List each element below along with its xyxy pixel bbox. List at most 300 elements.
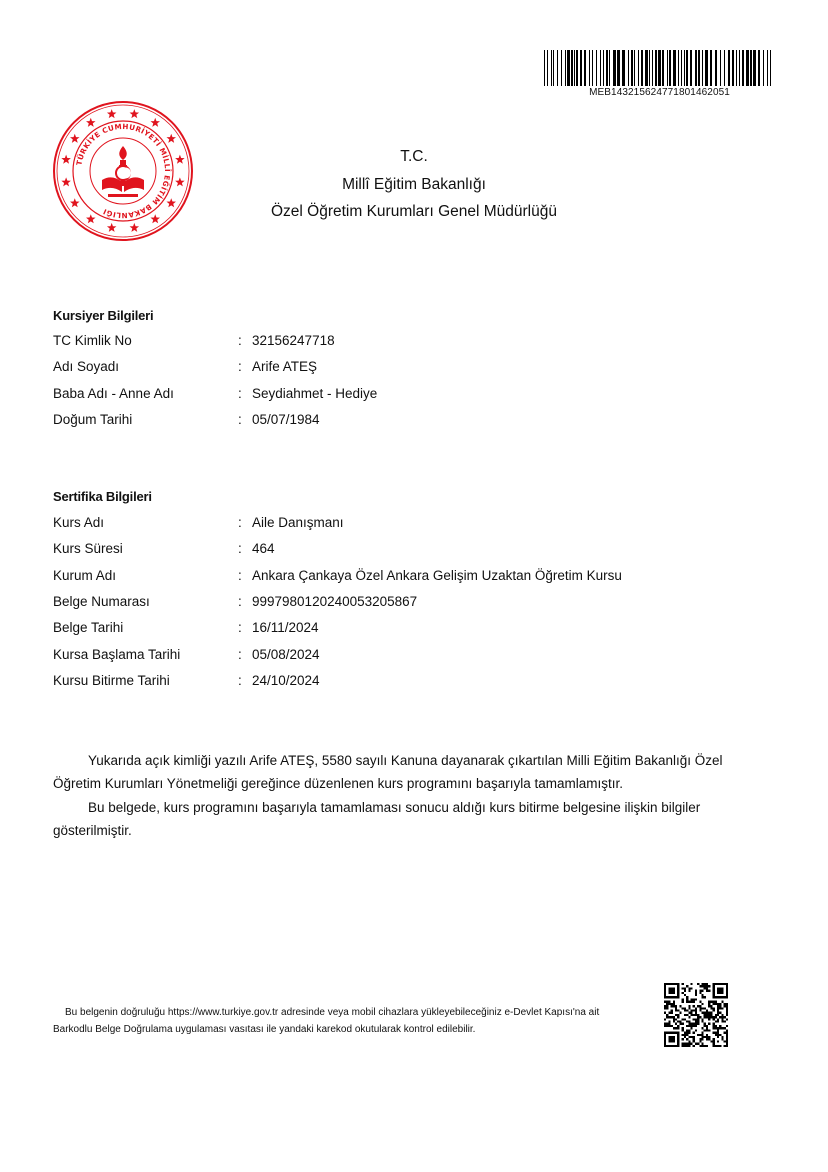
qr-module [664, 1007, 666, 1009]
qr-module [671, 992, 673, 994]
qr-module [677, 996, 679, 998]
qr-module [682, 1038, 684, 1040]
qr-module [668, 1032, 670, 1034]
qr-module [713, 1007, 715, 1009]
qr-module [682, 987, 684, 989]
barcode-bar [596, 50, 597, 86]
qr-module [677, 987, 679, 989]
barcode-bar [695, 50, 697, 86]
qr-module [717, 1012, 719, 1014]
qr-module [693, 1045, 695, 1047]
qr-module [695, 1014, 697, 1016]
qr-module [710, 1014, 712, 1016]
qr-module [715, 1003, 717, 1005]
qr-module [695, 1029, 697, 1031]
qr-module [684, 1009, 686, 1011]
seal-star-icon [130, 109, 140, 118]
qr-module [675, 1032, 677, 1034]
barcode-bar [667, 50, 668, 86]
qr-module [690, 987, 692, 989]
qr-module [690, 1027, 692, 1029]
header-line-ministry: Millî Eğitim Bakanlığı [342, 176, 486, 193]
certificate-info-label: Kursu Bitirme Tarihi [53, 672, 170, 688]
qr-module [717, 1032, 719, 1034]
qr-module [697, 1043, 699, 1045]
qr-module [724, 1021, 726, 1023]
seal-star-icon [166, 134, 176, 143]
qr-module [684, 1043, 686, 1045]
qr-module [719, 1005, 721, 1007]
qr-module [706, 1036, 708, 1038]
qr-module [686, 1001, 688, 1003]
qr-module [721, 983, 723, 985]
qr-module [668, 1025, 670, 1027]
qr-module [713, 1045, 715, 1047]
qr-module [693, 1018, 695, 1020]
qr-module [664, 983, 666, 985]
qr-module [677, 1014, 679, 1016]
qr-module [717, 983, 719, 985]
qr-module [721, 1027, 723, 1029]
header-line-tc: T.C. [400, 148, 428, 165]
qr-module [706, 1045, 708, 1047]
qr-module [715, 1027, 717, 1029]
barcode-bar [715, 50, 717, 86]
qr-module [668, 1040, 670, 1042]
qr-module [690, 1023, 692, 1025]
qr-module [677, 1009, 679, 1011]
qr-module [715, 1045, 717, 1047]
qr-module [664, 1025, 666, 1027]
qr-module [666, 996, 668, 998]
qr-module [713, 1043, 715, 1045]
qr-module [721, 992, 723, 994]
qr-module [697, 1018, 699, 1020]
barcode-bar [655, 50, 657, 86]
qr-module [668, 996, 670, 998]
qr-module [715, 1021, 717, 1023]
qr-module [664, 1005, 666, 1007]
qr-module [673, 1036, 675, 1038]
qr-module [675, 983, 677, 985]
barcode-bar [547, 50, 548, 86]
qr-module [693, 1009, 695, 1011]
qr-module [668, 1012, 670, 1014]
qr-module [704, 1036, 706, 1038]
qr-module [702, 1045, 704, 1047]
qr-module [717, 1007, 719, 1009]
qr-module [726, 1003, 728, 1005]
qr-module [726, 1012, 728, 1014]
certificate-info-colon: : [238, 646, 242, 662]
qr-module [688, 1032, 690, 1034]
qr-module [677, 983, 679, 985]
qr-module [726, 1038, 728, 1040]
certificate-info-colon: : [238, 620, 242, 636]
qr-module [690, 1036, 692, 1038]
qr-module [724, 1027, 726, 1029]
qr-module [708, 1003, 710, 1005]
qr-module [710, 1012, 712, 1014]
qr-module [690, 1043, 692, 1045]
certificate-info-row [53, 673, 773, 693]
qr-module [693, 1032, 695, 1034]
qr-module [668, 1023, 670, 1025]
qr-module [671, 1009, 673, 1011]
qr-module [702, 1003, 704, 1005]
qr-module [666, 1005, 668, 1007]
qr-module [713, 1016, 715, 1018]
qr-module [671, 990, 673, 992]
certificate-info-value: Aile Danışmanı [252, 515, 344, 530]
qr-module [693, 1001, 695, 1003]
certificate-info-value: 9997980120240053205867 [252, 593, 418, 609]
certificate-info-row [53, 568, 773, 588]
qr-module [686, 996, 688, 998]
barcode-bar [686, 50, 688, 86]
qr-module [673, 1005, 675, 1007]
qr-module [686, 1032, 688, 1034]
body-paragraph-1: Yukarıda açık kimliği yazılı Arife ATEŞ, 5580 sayılı Kanuna dayanarak çıkartılan Milli Eğitim Bakanlığı Özel Öğretim Kurumları Yönetmeliği gereğince düzenlenen kurs programını başarıyla tamamlamıştır. [53, 753, 723, 791]
qr-module [697, 1021, 699, 1023]
qr-module [706, 1025, 708, 1027]
qr-module [708, 985, 710, 987]
barcode-bar [544, 50, 545, 86]
qr-module [666, 1003, 668, 1005]
qr-module [697, 1005, 699, 1007]
qr-module [693, 1025, 695, 1027]
barcode-bar [662, 50, 664, 86]
qr-module [715, 1032, 717, 1034]
qr-module [724, 1045, 726, 1047]
qr-module [715, 1001, 717, 1003]
qr-module [673, 1045, 675, 1047]
qr-module [668, 1021, 670, 1023]
qr-module [717, 1029, 719, 1031]
seal-star-icon [107, 223, 117, 232]
qr-module [717, 1021, 719, 1023]
qr-module [708, 1005, 710, 1007]
qr-module [688, 1045, 690, 1047]
qr-module [708, 1012, 710, 1014]
qr-module [673, 983, 675, 985]
qr-module [717, 1027, 719, 1029]
qr-module [702, 983, 704, 985]
barcode-bar [742, 50, 744, 86]
qr-module [664, 996, 666, 998]
barcode-bar [673, 50, 676, 86]
barcode-bar [631, 50, 633, 86]
barcode-bar [763, 50, 764, 86]
qr-module [719, 987, 721, 989]
qr-module [704, 1023, 706, 1025]
qr-module [673, 1027, 675, 1029]
qr-module [695, 994, 697, 996]
qr-module [724, 1032, 726, 1034]
qr-module [719, 1012, 721, 1014]
seal-star-icon [150, 118, 160, 127]
verification-qr-code[interactable] [664, 983, 728, 1047]
qr-module [721, 1021, 723, 1023]
qr-module [726, 987, 728, 989]
qr-module [673, 996, 675, 998]
qr-module [724, 983, 726, 985]
barcode-bar [753, 50, 756, 86]
qr-module [695, 1043, 697, 1045]
qr-module [684, 1018, 686, 1020]
seal-ring-text: TÜRKİYE CUMHURİYETİ MİLLÎ EĞİTİM BAKANLIĞI [74, 121, 173, 221]
qr-module [715, 1034, 717, 1036]
qr-module [684, 990, 686, 992]
certificate-info-colon: : [238, 541, 242, 557]
qr-module [664, 1034, 666, 1036]
qr-module [684, 994, 686, 996]
qr-module [664, 1018, 666, 1020]
certificate-info-value: 16/11/2024 [252, 620, 319, 636]
certificate-info-label: Belge Tarihi [53, 620, 124, 636]
qr-module [713, 987, 715, 989]
qr-module [664, 1040, 666, 1042]
certificate-section-title: Sertifika Bilgileri [53, 489, 152, 504]
qr-module [717, 1034, 719, 1036]
qr-module [719, 1007, 721, 1009]
qr-module [704, 1007, 706, 1009]
qr-module [710, 1001, 712, 1003]
trainee-info-colon: : [238, 359, 242, 375]
qr-module [686, 1043, 688, 1045]
qr-module [717, 1005, 719, 1007]
qr-module [673, 1018, 675, 1020]
qr-module [666, 983, 668, 985]
barcode-bar [567, 50, 570, 86]
qr-module [719, 992, 721, 994]
barcode-bar [649, 50, 650, 86]
qr-module [706, 1012, 708, 1014]
qr-module [675, 1027, 677, 1029]
barcode-bar [684, 50, 685, 86]
barcode-bar [565, 50, 566, 86]
qr-module [688, 1005, 690, 1007]
qr-module [688, 1007, 690, 1009]
qr-module [690, 1009, 692, 1011]
qr-module [666, 1007, 668, 1009]
barcode [544, 50, 775, 88]
qr-module [699, 1001, 701, 1003]
barcode-bar [705, 50, 708, 86]
seal-star-icon [130, 223, 140, 232]
qr-module [726, 996, 728, 998]
qr-module [677, 992, 679, 994]
barcode-bar [732, 50, 734, 86]
qr-module [702, 1018, 704, 1020]
qr-module [706, 1016, 708, 1018]
qr-module [693, 1036, 695, 1038]
qr-module [664, 987, 666, 989]
qr-module [666, 1032, 668, 1034]
qr-module [695, 1018, 697, 1020]
qr-module [702, 990, 704, 992]
qr-module [666, 1014, 668, 1016]
qr-module [708, 1001, 710, 1003]
qr-module [671, 1036, 673, 1038]
certificate-info-label: Belge Numarası [53, 593, 150, 609]
qr-module [719, 1016, 721, 1018]
barcode-bar [574, 50, 575, 86]
qr-module [677, 1043, 679, 1045]
qr-module [686, 1014, 688, 1016]
qr-module [708, 1018, 710, 1020]
qr-module [686, 998, 688, 1000]
certificate-info-label: Kurs Adı [53, 515, 105, 530]
qr-module [699, 1040, 701, 1042]
qr-module [677, 1040, 679, 1042]
qr-module [684, 1045, 686, 1047]
verification-footer: Bu belgenin doğruluğu https://www.turkiye.gov.tr adresinde veya mobil cihazlara yükleyebileceğiniz e-Devlet Kapısı'na ait Barkodlu Belge Doğrulama uygulaması vasıtası ile yandaki karekod okutularak kontrol edilebilir. [53, 1007, 600, 1035]
qr-module [673, 987, 675, 989]
qr-module [715, 996, 717, 998]
trainee-info-row [53, 386, 773, 406]
qr-module [702, 1038, 704, 1040]
qr-module [664, 1012, 666, 1014]
barcode-bar [736, 50, 737, 86]
barcode-bar [580, 50, 582, 86]
qr-module [690, 1001, 692, 1003]
qr-module [726, 1045, 728, 1047]
qr-module [668, 990, 670, 992]
qr-module [677, 994, 679, 996]
qr-module [699, 990, 701, 992]
qr-module [726, 990, 728, 992]
qr-module [677, 1034, 679, 1036]
qr-module [697, 983, 699, 985]
qr-module [682, 1018, 684, 1020]
qr-module [671, 1016, 673, 1018]
barcode-bar [770, 50, 771, 86]
qr-module [721, 1001, 723, 1003]
qr-module [724, 996, 726, 998]
seal-star-icon [86, 118, 96, 127]
qr-module [686, 1045, 688, 1047]
trainee-info-row [53, 333, 773, 353]
qr-module [677, 1016, 679, 1018]
trainee-info-label: Baba Adı - Anne Adı [53, 385, 174, 401]
qr-module [719, 1025, 721, 1027]
qr-module [677, 1021, 679, 1023]
qr-module [704, 1045, 706, 1047]
qr-module [715, 983, 717, 985]
qr-module [693, 1040, 695, 1042]
qr-module [721, 1016, 723, 1018]
qr-module [666, 1025, 668, 1027]
barcode-bar [557, 50, 558, 86]
qr-module [704, 1012, 706, 1014]
qr-module [679, 1021, 681, 1023]
qr-module [706, 983, 708, 985]
barcode-bar [702, 50, 703, 86]
certificate-info-label: Kursa Başlama Tarihi [53, 646, 181, 662]
barcode-bar [561, 50, 562, 86]
barcode-bar [584, 50, 586, 86]
certificate-info-row [53, 515, 773, 535]
qr-module [717, 1003, 719, 1005]
trainee-info-colon: : [238, 385, 242, 401]
qr-module [726, 1025, 728, 1027]
qr-module [688, 1029, 690, 1031]
qr-module [682, 1007, 684, 1009]
body-paragraph-2: Bu belgede, kurs programını başarıyla tamamlaması sonucu aldığı kurs bitirme belgesine ilişkin bilgiler gösterilmiştir. [53, 800, 701, 838]
qr-module [675, 996, 677, 998]
qr-module [708, 1016, 710, 1018]
qr-module [713, 1003, 715, 1005]
qr-module [710, 1016, 712, 1018]
qr-module [695, 1025, 697, 1027]
qr-module [704, 985, 706, 987]
qr-module [688, 1001, 690, 1003]
certificate-info-colon: : [238, 515, 242, 530]
barcode-bar [628, 50, 629, 86]
qr-module [715, 1025, 717, 1027]
qr-module [724, 1016, 726, 1018]
trainee-info-value: Arife ATEŞ [252, 359, 318, 375]
qr-module [684, 1036, 686, 1038]
qr-module [697, 1023, 699, 1025]
qr-module [706, 1029, 708, 1031]
qr-module [671, 987, 673, 989]
qr-module [726, 985, 728, 987]
qr-module [668, 1016, 670, 1018]
qr-module [721, 990, 723, 992]
qr-module [706, 1034, 708, 1036]
barcode-bar [720, 50, 721, 86]
qr-module [702, 994, 704, 996]
qr-module [710, 1040, 712, 1042]
qr-module [684, 1034, 686, 1036]
qr-module [673, 1016, 675, 1018]
qr-module [721, 1007, 723, 1009]
qr-module [695, 992, 697, 994]
qr-module [671, 983, 673, 985]
qr-module [666, 1045, 668, 1047]
qr-module [664, 1032, 666, 1034]
qr-module [675, 1023, 677, 1025]
qr-module [726, 1032, 728, 1034]
qr-module [675, 1009, 677, 1011]
qr-module [704, 1016, 706, 1018]
barcode-bar [724, 50, 725, 86]
qr-module [726, 992, 728, 994]
qr-module [717, 996, 719, 998]
barcode-bar [698, 50, 700, 86]
qr-module [690, 1014, 692, 1016]
qr-module [695, 990, 697, 992]
qr-module [688, 1012, 690, 1014]
qr-module [724, 1005, 726, 1007]
barcode-bar [678, 50, 679, 86]
qr-module [699, 1034, 701, 1036]
qr-module [673, 1001, 675, 1003]
qr-module [671, 1012, 673, 1014]
certificate-info-label: Kurum Adı [53, 567, 117, 583]
qr-module [688, 1023, 690, 1025]
qr-module [682, 1043, 684, 1045]
qr-module [724, 1040, 726, 1042]
barcode-bar [634, 50, 635, 86]
qr-module [693, 1023, 695, 1025]
qr-module [690, 983, 692, 985]
barcode-bar [728, 50, 730, 86]
qr-module [713, 1040, 715, 1042]
qr-module [719, 1045, 721, 1047]
